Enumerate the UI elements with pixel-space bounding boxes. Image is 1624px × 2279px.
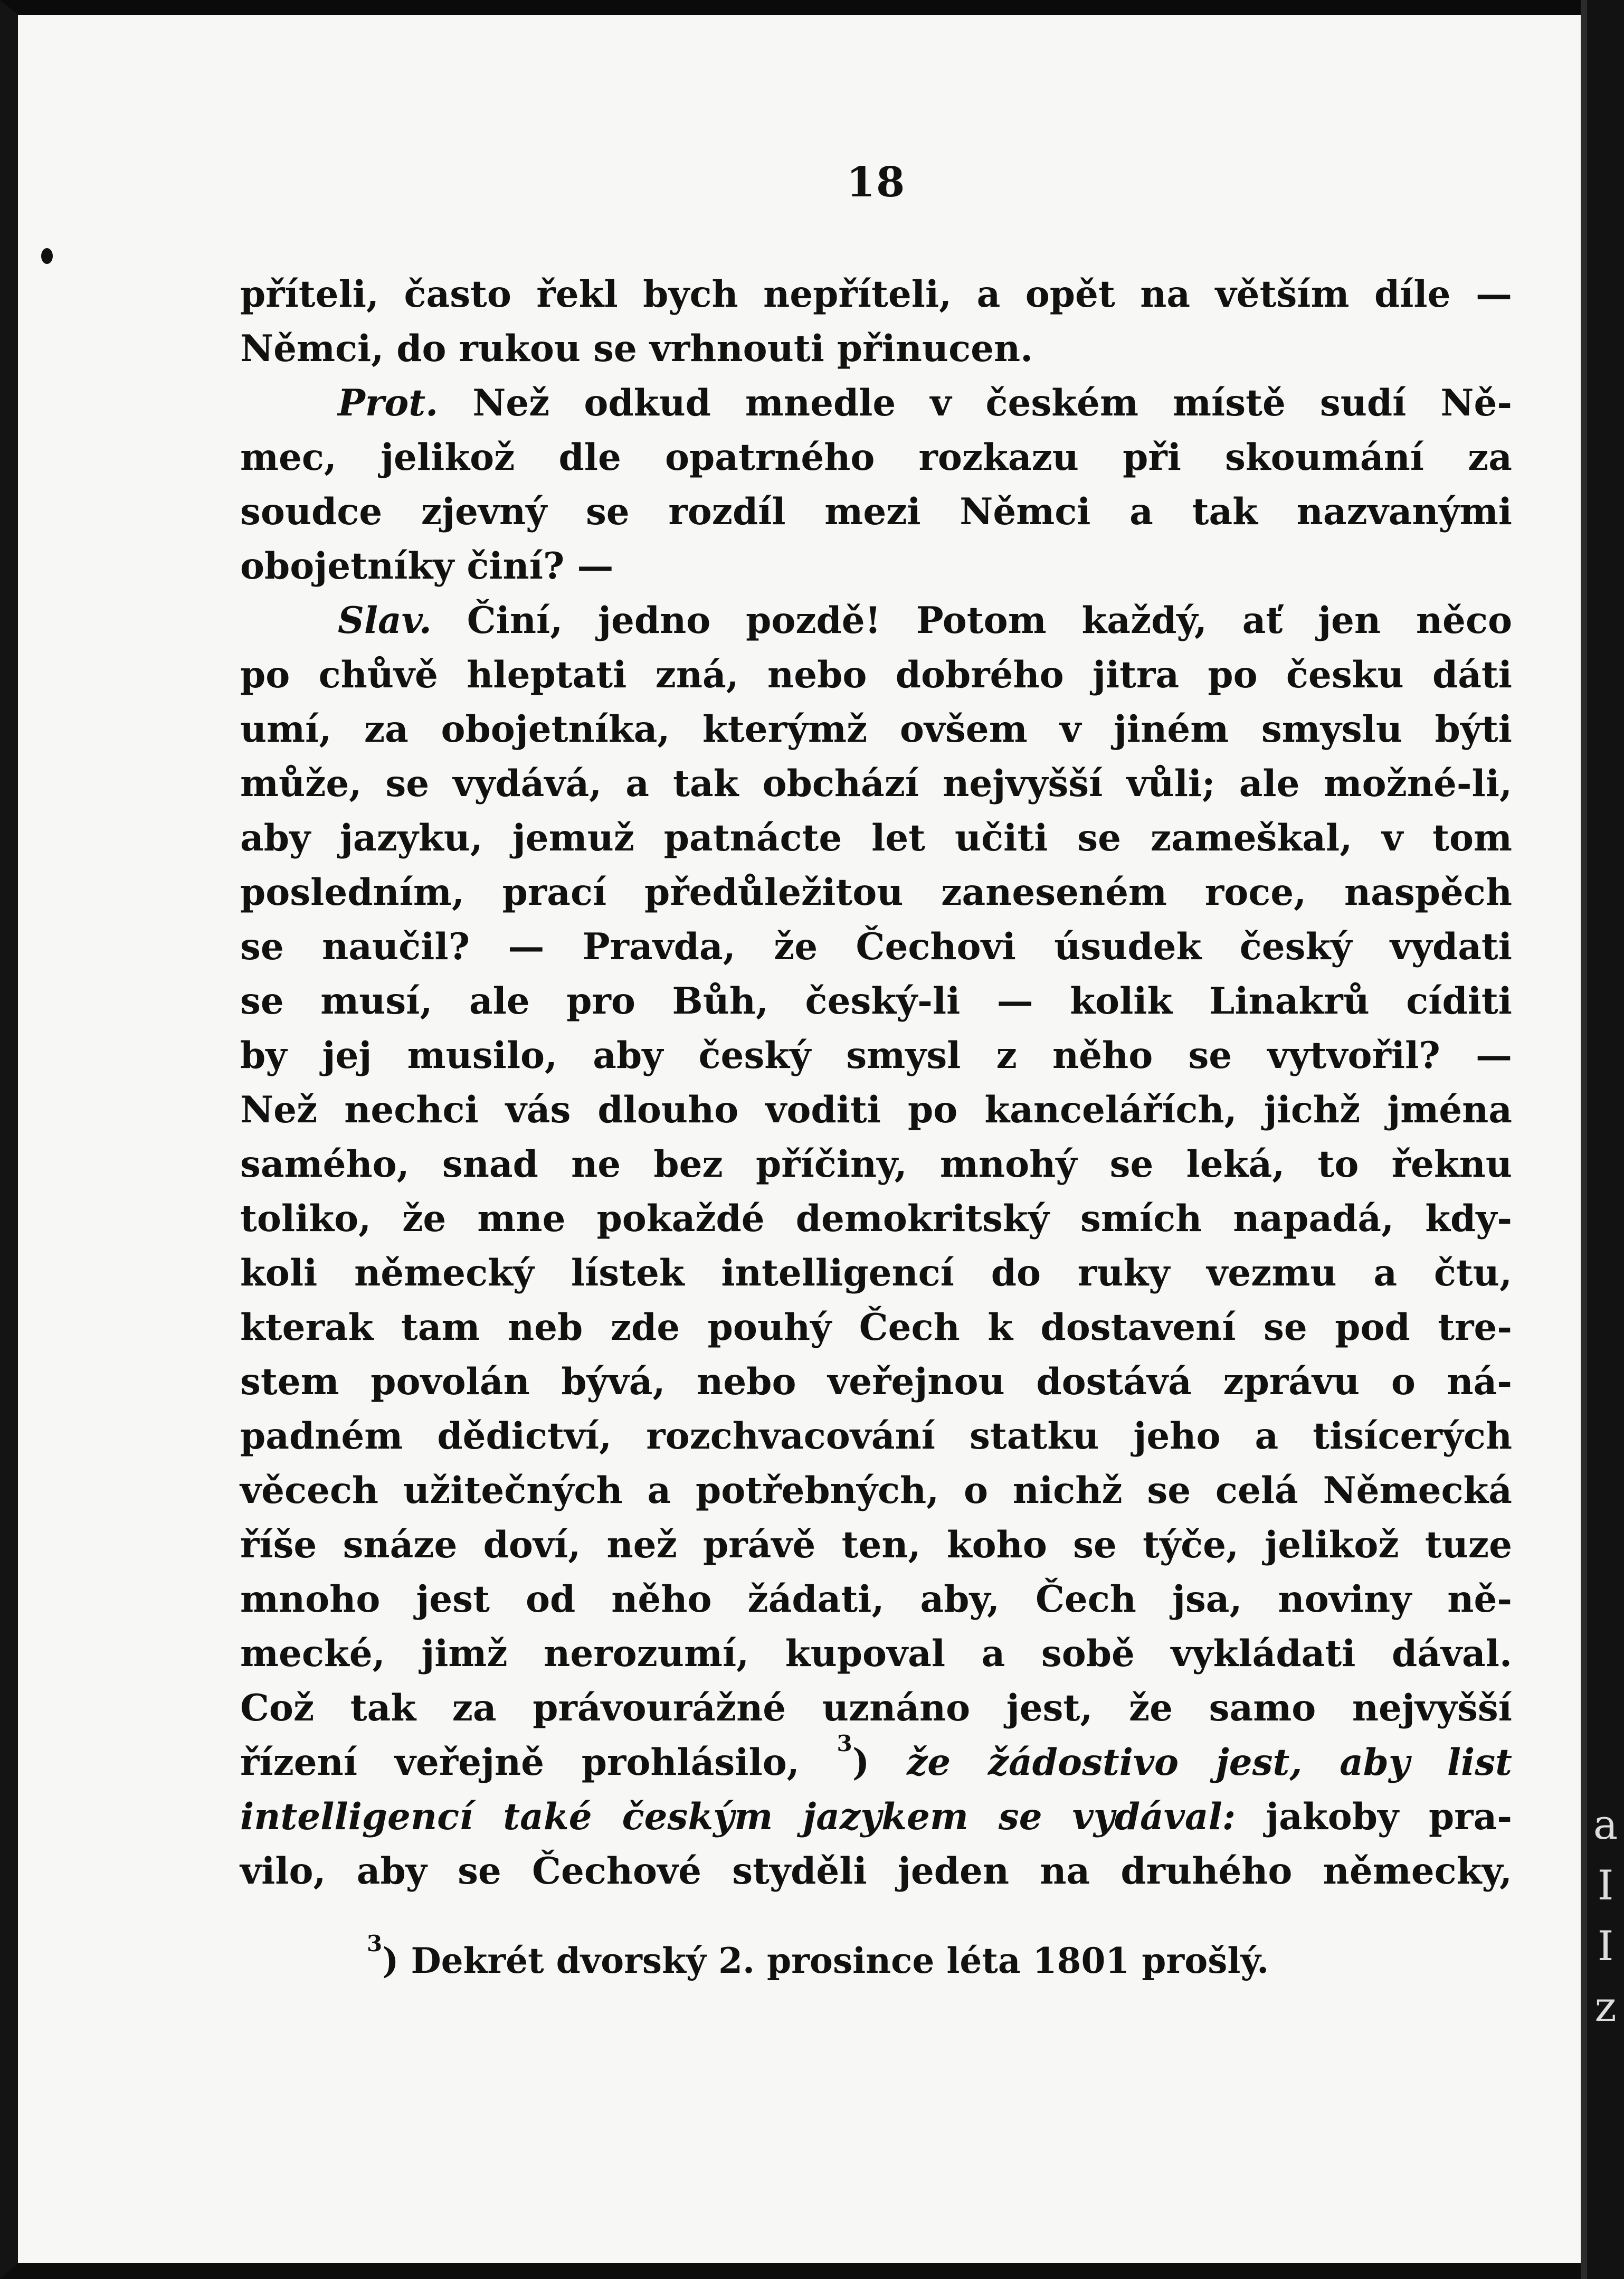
text-run: stem povolán bývá, nebo veřejnou dostává zprávu o ná-: [240, 1360, 1512, 1403]
text-run: může, se vydává, a tak obchází nejvyšší vůli; ale možné-li,: [240, 762, 1512, 805]
text-run: říše snáze doví, než právě ten, koho se týče, jelikož tuze: [240, 1524, 1512, 1566]
text-line: [240, 1355, 1512, 1409]
text-line: [240, 1409, 1512, 1463]
text-run: by jej musilo, aby český smysl z něho se vytvořil? —: [240, 1034, 1512, 1077]
text-run: obojetníky činí? —: [240, 545, 614, 588]
text-line: [240, 267, 1512, 321]
text-run: aby jazyku, jemuž patnácte let učiti se zameškal, v tom: [240, 817, 1512, 859]
footnote-text: ) Dekrét dvorský 2. prosince léta 1801 prošlý.: [382, 1940, 1269, 1981]
text-run: ): [852, 1741, 907, 1784]
bleed-letter: a: [1593, 1801, 1618, 1849]
text-line: [240, 1790, 1512, 1844]
text-run: řízení veřejně prohlásilo,: [240, 1741, 837, 1784]
text-run: mec, jelikož dle opatrného rozkazu při skoumání za: [240, 436, 1512, 479]
footnote: [240, 1931, 1512, 1986]
text-run: se musí, ale pro Bůh, český-li — kolik Linakrů cíditi: [240, 980, 1512, 1023]
text-run: příteli, často řekl bych nepříteli, a opět na větším díle —: [240, 273, 1512, 316]
text-run: posledním, prací předůležitou zaneseném roce, naspěch: [240, 871, 1512, 914]
text-line: [240, 593, 1512, 648]
text-line: [240, 1246, 1512, 1300]
text-run: Než odkud mnedle v českém místě sudí Ně-: [438, 382, 1512, 424]
text-line: [240, 756, 1512, 811]
text-run: že žádostivo jest, aby list: [907, 1741, 1512, 1784]
text-line: [240, 1463, 1512, 1518]
text-run: se naučil? — Pravda, že Čechovi úsudek český vydati: [240, 925, 1512, 968]
text-run: padném dědictví, rozchvacování statku jeho a tisícerých: [240, 1415, 1512, 1458]
text-line: [240, 702, 1512, 756]
text-line: [240, 1028, 1512, 1083]
bleed-letter: z: [1594, 1983, 1617, 2031]
text-line: [240, 1626, 1512, 1681]
text-line: [240, 1300, 1512, 1355]
text-line: [240, 811, 1512, 865]
text-run: vilo, aby se Čechové styděli jeden na druhého německy,: [240, 1850, 1512, 1893]
text-run: samého, snad ne bez příčiny, mnohý se leká, to řeknu: [240, 1143, 1512, 1186]
text-run: soudce zjevný se rozdíl mezi Němci a tak nazvanými: [240, 490, 1512, 533]
text-run: jakoby pra-: [1236, 1795, 1512, 1838]
text-run: Než nechci vás dlouho voditi po kancelářích, jichž jména: [240, 1089, 1512, 1131]
text-run: mnoho jest od něho žádati, aby, Čech jsa, noviny ně-: [240, 1578, 1512, 1621]
text-run: intelligencí také českým jazykem se vydával:: [240, 1795, 1236, 1838]
text-run: věcech užitečných a potřebných, o nichž se celá Německá: [240, 1469, 1512, 1512]
text-run: Němci, do rukou se vrhnouti přinucen.: [240, 327, 1033, 370]
text-run: po chůvě hleptati zná, nebo dobrého jitra po česku dáti: [240, 654, 1512, 696]
body-text: [240, 267, 1512, 1898]
ink-spot: [41, 248, 53, 264]
text-run: koli německý lístek intelligencí do ruky vezmu a čtu,: [240, 1252, 1512, 1294]
text-line: [240, 648, 1512, 702]
text-line: [240, 1730, 1512, 1790]
text-line: [240, 1083, 1512, 1137]
text-line: [240, 1518, 1512, 1572]
text-line: [240, 865, 1512, 920]
text-line: [240, 920, 1512, 974]
text-run: toliko, že mne pokaždé demokritský smích napadá, kdy-: [240, 1197, 1512, 1240]
book-page: [240, 158, 1512, 1986]
text-line: [240, 1681, 1512, 1735]
text-run: Prot.: [338, 382, 439, 424]
text-line: [240, 1191, 1512, 1246]
text-line: [240, 376, 1512, 430]
bleed-letter: I: [1597, 1862, 1614, 1909]
page-edge-shadow: [1581, 0, 1587, 2279]
text-run: Činí, jedno pozdě! Potom každý, ať jen něco: [431, 599, 1512, 642]
text-line: [240, 321, 1512, 376]
text-run: mecké, jimž nerozumí, kupoval a sobě vykládati dával.: [240, 1632, 1512, 1675]
text-run: Slav.: [338, 599, 432, 642]
text-line: [240, 1844, 1512, 1898]
text-line: [240, 1137, 1512, 1191]
footnote-mark: 3: [367, 1931, 383, 1956]
bleed-through-letters: [1591, 1795, 1620, 2038]
text-run: kterak tam neb zde pouhý Čech k dostavení se pod tre-: [240, 1306, 1512, 1349]
page-number: 18: [846, 158, 906, 206]
text-line: [240, 539, 1512, 593]
text-line: [240, 974, 1512, 1028]
bleed-letter: I: [1597, 1923, 1614, 1970]
text-run: Což tak za právourážné uznáno jest, že samo nejvyšší: [240, 1687, 1512, 1729]
footnote-reference: 3: [837, 1730, 852, 1756]
text-line: [240, 430, 1512, 485]
text-line: [240, 1572, 1512, 1626]
text-run: umí, za obojetníka, kterýmž ovšem v jiném smyslu býti: [240, 708, 1512, 751]
text-line: [240, 485, 1512, 539]
